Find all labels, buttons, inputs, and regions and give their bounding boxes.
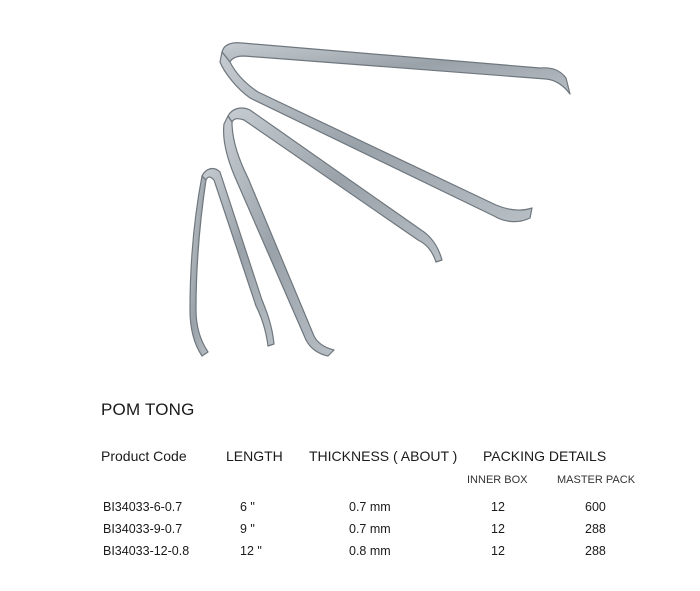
header-thickness: THICKNESS ( ABOUT ): [309, 448, 458, 464]
subheader-inner-box: INNER BOX: [467, 474, 528, 486]
table-row-3-thickness: 0.8 mm: [349, 544, 391, 558]
table-row-3-inner-box: 12: [491, 544, 505, 558]
table-row-2-thickness: 0.7 mm: [349, 522, 391, 536]
product-title: POM TONG: [101, 400, 195, 419]
table-row-1-length: 6 ": [240, 500, 255, 514]
table-row-3-code: BI34033-12-0.8: [103, 544, 190, 558]
table-row-2-length: 9 ": [240, 522, 255, 536]
table-row-2-inner-box: 12: [491, 522, 505, 536]
table-row-1-code: BI34033-6-0.7: [103, 500, 183, 514]
table-row-2-master-pack: 288: [585, 522, 606, 536]
tong-9-inch-image: [224, 108, 442, 356]
table-row-1-thickness: 0.7 mm: [349, 500, 391, 514]
table-row-3-length: 12 ": [240, 544, 262, 558]
header-packing-details: PACKING DETAILS: [483, 448, 607, 464]
table-row-1-inner-box: 12: [491, 500, 505, 514]
tong-6-inch-image: [190, 169, 274, 356]
table-row-3-master-pack: 288: [585, 544, 606, 558]
subheader-master-pack: MASTER PACK: [557, 474, 636, 486]
table-row-2-code: BI34033-9-0.7: [103, 522, 183, 536]
table-row-1-master-pack: 600: [585, 500, 606, 514]
header-length: LENGTH: [226, 448, 283, 464]
header-product-code: Product Code: [101, 448, 187, 464]
